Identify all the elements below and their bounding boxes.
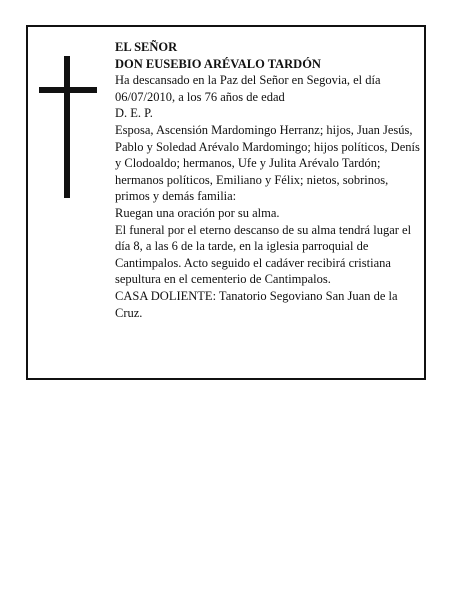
funeral-details: El funeral por el eterno descanso de su alma tendrá lugar el día 8, a las 6 de la tarde, en la iglesia parroquial de Cantimpalos. Acto seguido el cadáver recibirá cristiana sepultura en el cementerio de Cantimpalos. <box>115 222 412 287</box>
death-info: Ha descansado en la Paz del Señor en Segovia, el día 06/07/2010, a los 76 años de edad <box>115 73 381 104</box>
family-list: Esposa, Ascensión Mardomingo Herranz; hijos, Juan Jesús, Pablo y Soledad Arévalo Mardomingo; hijos políticos, Denís y Clodoaldo; hermanos, Ufe y Julita Arévalo Tardón; hermanos políticos, Emiliano y Félix; nietos, sobrinos, primos y demás familia: <box>115 122 420 204</box>
cross-icon <box>39 56 97 198</box>
obituary-notice <box>26 25 426 380</box>
deceased-name: DON EUSEBIO ARÉVALO TARDÓN <box>115 56 321 71</box>
cross-vertical-bar <box>64 56 70 198</box>
cross-horizontal-bar <box>39 87 97 93</box>
rip-line: D. E. P. <box>115 106 153 121</box>
notice-text <box>115 39 421 321</box>
prayer-request: Ruegan una oración por su alma. <box>115 205 280 220</box>
heading-title: EL SEÑOR <box>115 40 178 54</box>
mourning-house: CASA DOLIENTE: Tanatorio Segoviano San Juan de la Cruz. <box>115 288 398 320</box>
